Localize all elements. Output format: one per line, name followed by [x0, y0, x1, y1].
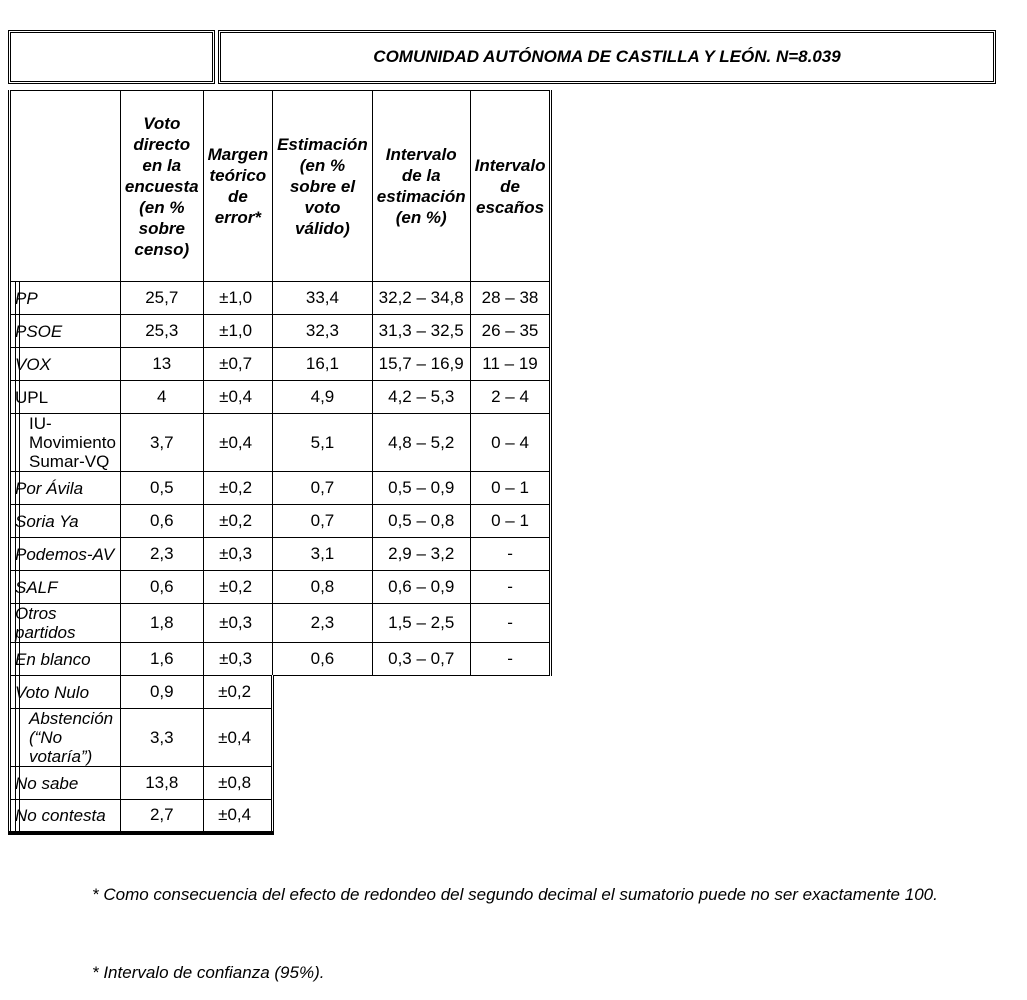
- party-name: Soria Ya: [10, 505, 121, 538]
- voto-cell: 0,5: [120, 472, 203, 505]
- estimacion-cell: 0,7: [273, 505, 373, 538]
- margen-cell: ±0,3: [203, 604, 272, 643]
- header-estimacion: Estimación (en % sobre el voto válido): [273, 91, 373, 282]
- table-row: [10, 505, 551, 538]
- table-row: [10, 315, 551, 348]
- table-row: [10, 800, 551, 833]
- intervalo-cell: 1,5 – 2,5: [372, 604, 470, 643]
- voto-cell: 3,3: [120, 709, 203, 767]
- escanos-cell: 11 – 19: [470, 348, 551, 381]
- voto-cell: 1,8: [120, 604, 203, 643]
- voto-cell: 13: [120, 348, 203, 381]
- table-row: [10, 472, 551, 505]
- margen-cell: ±0,4: [203, 800, 272, 833]
- footnote-confidence: * Intervalo de confianza (95%).: [92, 963, 325, 982]
- margen-cell: ±1,0: [203, 315, 272, 348]
- intervalo-cell: 0,5 – 0,8: [372, 505, 470, 538]
- party-name: Otros partidos: [10, 604, 121, 643]
- estimacion-cell: 0,7: [273, 472, 373, 505]
- table-row: [10, 348, 551, 381]
- empty-cell: [273, 676, 551, 709]
- party-name: En blanco: [10, 643, 121, 676]
- estimacion-cell: 5,1: [273, 414, 373, 472]
- estimacion-cell: 2,3: [273, 604, 373, 643]
- estimacion-cell: 3,1: [273, 538, 373, 571]
- table-row: [10, 571, 551, 604]
- estimacion-cell: 0,8: [273, 571, 373, 604]
- voto-cell: 25,3: [120, 315, 203, 348]
- estimacion-cell: 32,3: [273, 315, 373, 348]
- empty-cell: [273, 709, 551, 767]
- header-party: [10, 91, 121, 282]
- margen-cell: ±0,3: [203, 643, 272, 676]
- margen-cell: ±0,4: [203, 381, 272, 414]
- margen-cell: ±0,3: [203, 538, 272, 571]
- voto-cell: 25,7: [120, 282, 203, 315]
- margen-cell: ±0,4: [203, 414, 272, 472]
- intervalo-cell: 0,5 – 0,9: [372, 472, 470, 505]
- footnote-rounding: * Como consecuencia del efecto de redondeo del segundo decimal el sumatorio puede no ser exactamente 100.: [92, 885, 938, 904]
- estimacion-cell: 33,4: [273, 282, 373, 315]
- party-name: No contesta: [10, 800, 121, 833]
- party-name: PSOE: [10, 315, 121, 348]
- table-row: [10, 414, 551, 472]
- table-row: [10, 538, 551, 571]
- margen-cell: ±0,2: [203, 505, 272, 538]
- margen-cell: ±0,4: [203, 709, 272, 767]
- voto-cell: 0,9: [120, 676, 203, 709]
- header-margen: Margen teórico de error*: [203, 91, 272, 282]
- margen-cell: ±0,8: [203, 767, 272, 800]
- escanos-cell: 0 – 1: [470, 505, 551, 538]
- table-row: [10, 676, 551, 709]
- escanos-cell: -: [470, 643, 551, 676]
- voto-cell: 0,6: [120, 505, 203, 538]
- results-table: [8, 90, 552, 835]
- intervalo-cell: 4,2 – 5,3: [372, 381, 470, 414]
- margen-cell: ±0,2: [203, 676, 272, 709]
- party-name: No sabe: [10, 767, 121, 800]
- intervalo-cell: 2,9 – 3,2: [372, 538, 470, 571]
- estimacion-cell: 4,9: [273, 381, 373, 414]
- table-row: [10, 709, 551, 767]
- table-row: [10, 643, 551, 676]
- escanos-cell: 26 – 35: [470, 315, 551, 348]
- voto-cell: 1,6: [120, 643, 203, 676]
- escanos-cell: 2 – 4: [470, 381, 551, 414]
- escanos-cell: -: [470, 538, 551, 571]
- estimacion-cell: 0,6: [273, 643, 373, 676]
- escanos-cell: 28 – 38: [470, 282, 551, 315]
- intervalo-cell: 32,2 – 34,8: [372, 282, 470, 315]
- intervalo-cell: 4,8 – 5,2: [372, 414, 470, 472]
- party-name: SALF: [10, 571, 121, 604]
- escanos-cell: -: [470, 571, 551, 604]
- table-row: [10, 381, 551, 414]
- party-name: UPL: [10, 381, 121, 414]
- voto-cell: 2,3: [120, 538, 203, 571]
- header-voto-directo: Voto directo en la encuesta (en % sobre censo): [120, 91, 203, 282]
- party-name: VOX: [10, 348, 121, 381]
- table-title: COMUNIDAD AUTÓNOMA DE CASTILLA Y LEÓN. N=8.039: [218, 30, 996, 84]
- table-row: [10, 282, 551, 315]
- margen-cell: ±0,2: [203, 571, 272, 604]
- party-name: IU-Movimiento Sumar-VQ: [10, 414, 121, 472]
- party-name: Abstención (“No votaría”): [10, 709, 121, 767]
- voto-cell: 4: [120, 381, 203, 414]
- empty-cell: [273, 800, 551, 833]
- voto-cell: 0,6: [120, 571, 203, 604]
- voto-cell: 2,7: [120, 800, 203, 833]
- party-name: Podemos-AV: [10, 538, 121, 571]
- estimacion-cell: 16,1: [273, 348, 373, 381]
- empty-cell: [273, 767, 551, 800]
- escanos-cell: 0 – 1: [470, 472, 551, 505]
- voto-cell: 3,7: [120, 414, 203, 472]
- intervalo-cell: 15,7 – 16,9: [372, 348, 470, 381]
- intervalo-cell: 0,6 – 0,9: [372, 571, 470, 604]
- party-name: PP: [10, 282, 121, 315]
- intervalo-cell: 0,3 – 0,7: [372, 643, 470, 676]
- table-row: [10, 767, 551, 800]
- title-empty-cell: [8, 30, 215, 84]
- header-escanos: Intervalo de escaños: [470, 91, 551, 282]
- party-name: Por Ávila: [10, 472, 121, 505]
- title-row: [8, 30, 996, 84]
- intervalo-cell: 31,3 – 32,5: [372, 315, 470, 348]
- margen-cell: ±0,2: [203, 472, 272, 505]
- margen-cell: ±1,0: [203, 282, 272, 315]
- table-row: [10, 604, 551, 643]
- escanos-cell: -: [470, 604, 551, 643]
- margen-cell: ±0,7: [203, 348, 272, 381]
- escanos-cell: 0 – 4: [470, 414, 551, 472]
- voto-cell: 13,8: [120, 767, 203, 800]
- header-row: [10, 91, 551, 282]
- party-name: Voto Nulo: [10, 676, 121, 709]
- header-intervalo: Intervalo de la estimación (en %): [372, 91, 470, 282]
